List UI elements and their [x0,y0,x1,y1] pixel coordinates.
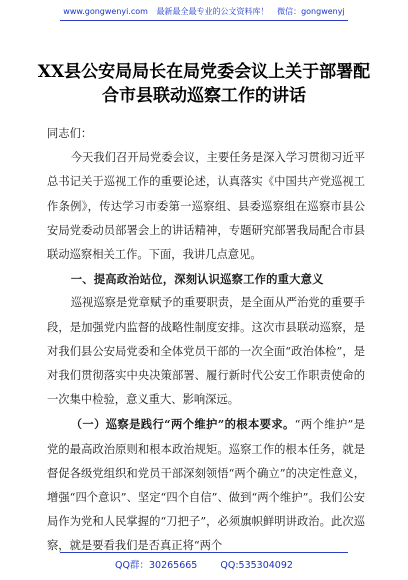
paragraph-subsection-1 [47,412,365,558]
page-header [0,6,408,17]
header-divider [60,20,348,21]
paragraph-intro: 今天我们召开局党委会议，主要任务是深入学习贯彻习近平总书记关于巡视工作的重要论述，认真落实《中国共产党巡视工作条例》，传达学习市委第一巡察组、县委巡察组在巡察市县公安局党委动员部署会上的讲话精神，专题研究部署我局配合市县联动巡察相关工作。下面，我讲几点意见。 [47,151,365,262]
document-title: XX县公安局局长在局党委会议上关于部署配合市县联动巡察工作的讲话 [37,62,371,106]
footer-qq-group: QQ群：30265665 [115,560,198,571]
document-body [47,122,365,559]
paragraph-section-1: 巡视巡察是党章赋予的重要职责，是全面从严治党的重要手段，是加强党内监督的战略性制度安排。这次市县联动巡察，是对我们县公安局党委和全体党员干部的一次全面“政治体检”，是对我们贯彻落实中央决策部署、履行新时代公安工作职责使命的一次集中检验，意义重大、影响深远。 [47,296,365,407]
footer-qq: QQ:535304092 [220,560,293,571]
header-wechat: 微信：gongwenyj [277,7,345,16]
footer-divider [60,552,348,553]
section-heading-1: 一、提高政治站位，深刻认识巡察工作的重大意义 [70,272,324,287]
header-site[interactable]: www.gongwenyi.com [63,7,148,16]
salutation: 同志们： [47,127,93,140]
subsection-text-1: “两个维护”是党的最高政治原则和根本政治规矩。巡察工作的根本任务，就是督促各级党组织和党员干部深刻领悟“两个确立”的决定性意义，增强“四个意识”、坚定“四个自信”、做到“两个维护”。我们公安局作为党和人民掌握的“刀把子”，必须旗帜鲜明讲政治。此次巡察，就是要看我们是否真正将“两个 [47,418,365,553]
subsection-heading-1: （一）巡察是践行“两个维护”的根本要求。 [70,417,295,432]
page-footer [0,557,408,571]
header-slogan: 最新最全最专业的公文资料库！ [156,7,269,16]
